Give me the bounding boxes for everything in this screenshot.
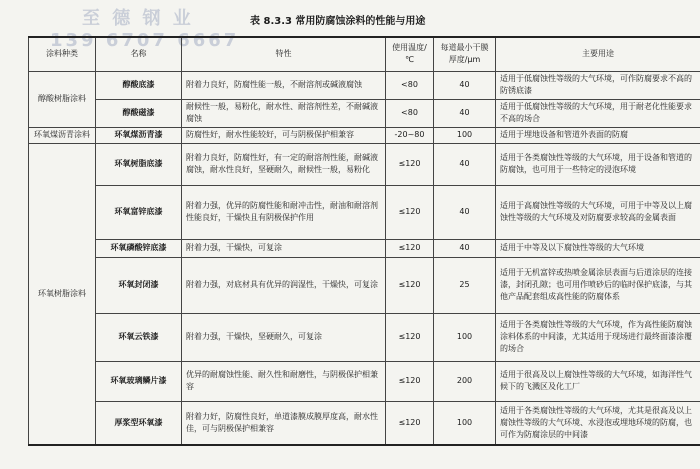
header-thickness: 每道最小干膜厚度/μm (434, 37, 496, 71)
name-cell: 环氧云铁漆 (96, 313, 182, 361)
name-cell: 环氧玻璃鳞片漆 (96, 361, 182, 401)
feature-cell: 附着力强，干燥快，坚硬耐久，可复涂 (182, 313, 386, 361)
thickness-cell: 100 (434, 127, 496, 143)
name-cell: 环氧磷酸锌底漆 (96, 239, 182, 257)
feature-cell: 附着力强，优异的防腐性能和耐冲击性，耐油和耐溶剂性能良好，干燥快且有阴极保护作用 (182, 185, 386, 239)
temp-cell: ≤120 (386, 185, 434, 239)
header-temp: 使用温度/℃ (386, 37, 434, 71)
watermark-phone: 139 6707 6667 (50, 30, 240, 51)
category-cell: 环氧树脂涂料 (29, 143, 96, 445)
name-cell: 环氧煤沥青漆 (96, 127, 182, 143)
watermark-company: 至 德 钢 业 (82, 8, 194, 29)
thickness-cell: 40 (434, 71, 496, 99)
table-row (29, 239, 700, 257)
use-cell: 适用于低腐蚀性等级的大气环境，可作防腐要求不高的防锈底漆 (496, 71, 700, 99)
header-use: 主要用途 (496, 37, 700, 71)
temp-cell: ≤120 (386, 313, 434, 361)
use-cell: 适用于很高及以上腐蚀性等级的大气环境，如海洋性气候下的飞溅区及化工厂 (496, 361, 700, 401)
feature-cell: 附着力强，干燥快，可复涂 (182, 239, 386, 257)
header-row (29, 37, 700, 71)
table-row (29, 313, 700, 361)
table-row (29, 361, 700, 401)
thickness-cell: 100 (434, 401, 496, 445)
temp-cell: ≤120 (386, 361, 434, 401)
use-cell: 适用于各类腐蚀性等级的大气环境，用于设备和管道的防腐蚀，也可用于一些特定的浸泡环境 (496, 143, 700, 185)
temp-cell: ≤120 (386, 239, 434, 257)
temp-cell: <80 (386, 71, 434, 99)
thickness-cell: 100 (434, 313, 496, 361)
table-row (29, 401, 700, 445)
feature-cell: 附着力强，对底材具有优异的润湿性，干燥快，可复涂 (182, 257, 386, 313)
table-row (29, 99, 700, 127)
feature-cell: 优异的耐腐蚀性能、耐久性和耐磨性，与阴极保护相兼容 (182, 361, 386, 401)
use-cell: 适用于低腐蚀性等级的大气环境，用于耐老化性能要求不高的场合 (496, 99, 700, 127)
use-cell: 适用于中等及以下腐蚀性等级的大气环境 (496, 239, 700, 257)
table-row (29, 143, 700, 185)
use-cell: 适用于埋地设备和管道外表面的防腐 (496, 127, 700, 143)
thickness-cell: 25 (434, 257, 496, 313)
temp-cell: ≤120 (386, 257, 434, 313)
temp-cell: -20~80 (386, 127, 434, 143)
name-cell: 环氧封闭漆 (96, 257, 182, 313)
name-cell: 环氧树脂底漆 (96, 143, 182, 185)
thickness-cell: 40 (434, 185, 496, 239)
feature-cell: 附着力好，防腐性良好，单道漆膜成膜厚度高，耐水性佳，可与阴极保护相兼容 (182, 401, 386, 445)
name-cell: 环氧富锌底漆 (96, 185, 182, 239)
name-cell: 厚浆型环氧漆 (96, 401, 182, 445)
table-title: 表 8.3.3 常用防腐蚀涂料的性能与用途 (250, 16, 426, 27)
category-cell: 环氧煤沥青涂料 (29, 127, 96, 143)
thickness-cell: 200 (434, 361, 496, 401)
table-row (29, 71, 700, 99)
feature-cell: 附着力良好，防腐性好，有一定的耐溶剂性能，耐碱液腐蚀，耐水性良好，坚硬耐久，耐候性一般，易粉化 (182, 143, 386, 185)
name-cell: 醇酸底漆 (96, 71, 182, 99)
header-feature: 特性 (182, 37, 386, 71)
feature-cell: 耐候性一般，易粉化，耐水性、耐溶剂性差，不耐碱液腐蚀 (182, 99, 386, 127)
temp-cell: ≤120 (386, 143, 434, 185)
table-row (29, 257, 700, 313)
header-name: 名称 (96, 37, 182, 71)
header-category: 涂料种类 (29, 37, 96, 71)
temp-cell: <80 (386, 99, 434, 127)
thickness-cell: 40 (434, 143, 496, 185)
name-cell: 醇酸磁漆 (96, 99, 182, 127)
feature-cell: 附着力良好，防腐性能一般，不耐溶剂或碱液腐蚀 (182, 71, 386, 99)
table-row (29, 127, 700, 143)
use-cell: 适用于各类腐蚀性等级的大气环境，作为高性能防腐蚀涂料体系的中间漆，尤其适用于现场进行最终面漆涂覆的场合 (496, 313, 700, 361)
thickness-cell: 40 (434, 239, 496, 257)
use-cell: 适用于无机富锌或热喷金属涂层表面与后道涂层的连接漆，封闭孔隙；也可用作喷砂后的临时保护底漆，与其他产品配套组成高性能的防腐体系 (496, 257, 700, 313)
coatings-table (28, 36, 700, 446)
thickness-cell: 40 (434, 99, 496, 127)
use-cell: 适用于各类腐蚀性等级的大气环境，尤其是很高及以上腐蚀性等级的大气环境、水浸泡或埋地环境的防腐，也可作为防腐涂层的中间漆 (496, 401, 700, 445)
use-cell: 适用于高腐蚀性等级的大气环境，可用于中等及以上腐蚀性等级的大气环境及对防腐要求较高的金属表面 (496, 185, 700, 239)
table-row (29, 185, 700, 239)
category-cell: 醇酸树脂涂料 (29, 71, 96, 127)
feature-cell: 防腐性好，耐水性能较好，可与阴极保护相兼容 (182, 127, 386, 143)
temp-cell: ≤120 (386, 401, 434, 445)
